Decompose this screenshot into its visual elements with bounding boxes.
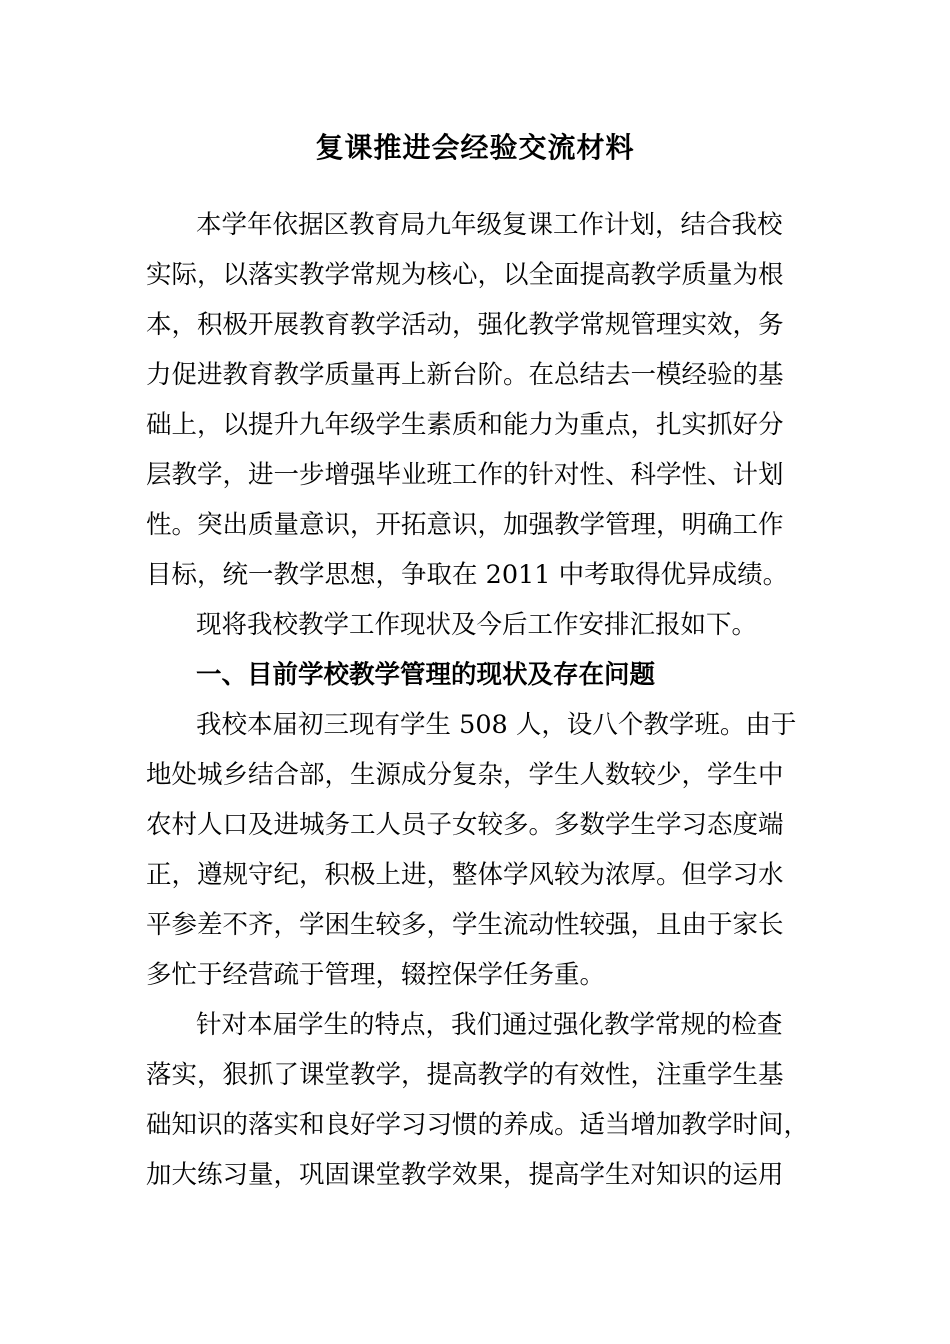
document-title: 复课推进会经验交流材料 — [315, 131, 635, 164]
paragraph-line: 平参差不齐，学困生较多，学生流动性较强，且由于家长 — [146, 910, 784, 940]
paragraph-line: 力促进教育教学质量再上新台阶。在总结去一模经验的基 — [146, 360, 784, 390]
paragraph-line: 多忙于经营疏于管理，辍控保学任务重。 — [146, 960, 606, 990]
paragraph-line: 地处城乡结合部，生源成分复杂，学生人数较少，学生中 — [146, 760, 784, 790]
paragraph-line: 我校本届初三现有学生 508 人，设八个教学班。由于 — [196, 710, 797, 740]
paragraph-line: 针对本届学生的特点，我们通过强化教学常规的检查 — [196, 1010, 783, 1040]
paragraph-line: 落实，狠抓了课堂教学，提高教学的有效性，注重学生基 — [146, 1060, 784, 1090]
paragraph-line: 加大练习量，巩固课堂教学效果，提高学生对知识的运用 — [146, 1160, 784, 1190]
paragraph-line: 实际，以落实教学常规为核心，以全面提高教学质量为根 — [146, 260, 784, 290]
paragraph-line: 本，积极开展教育教学活动，强化教学常规管理实效，务 — [146, 310, 784, 340]
section-heading: 一、目前学校教学管理的现状及存在问题 — [196, 660, 656, 690]
paragraph-line: 现将我校教学工作现状及今后工作安排汇报如下。 — [196, 610, 758, 640]
paragraph-line: 性。突出质量意识，开拓意识，加强教学管理，明确工作 — [146, 510, 784, 540]
paragraph-line: 层教学，进一步增强毕业班工作的针对性、科学性、计划 — [146, 460, 784, 490]
paragraph-line: 础知识的落实和良好学习习惯的养成。适当增加教学时间， — [146, 1110, 810, 1140]
paragraph-line: 础上，以提升九年级学生素质和能力为重点，扎实抓好分 — [146, 410, 784, 440]
paragraph-line: 正，遵规守纪，积极上进，整体学风较为浓厚。但学习水 — [146, 860, 784, 890]
paragraph-line: 目标，统一教学思想，争取在 2011 中考取得优异成绩。 — [146, 560, 789, 590]
paragraph-line: 本学年依据区教育局九年级复课工作计划，结合我校 — [196, 210, 783, 240]
paragraph-line: 农村人口及进城务工人员子女较多。多数学生学习态度端 — [146, 810, 784, 840]
